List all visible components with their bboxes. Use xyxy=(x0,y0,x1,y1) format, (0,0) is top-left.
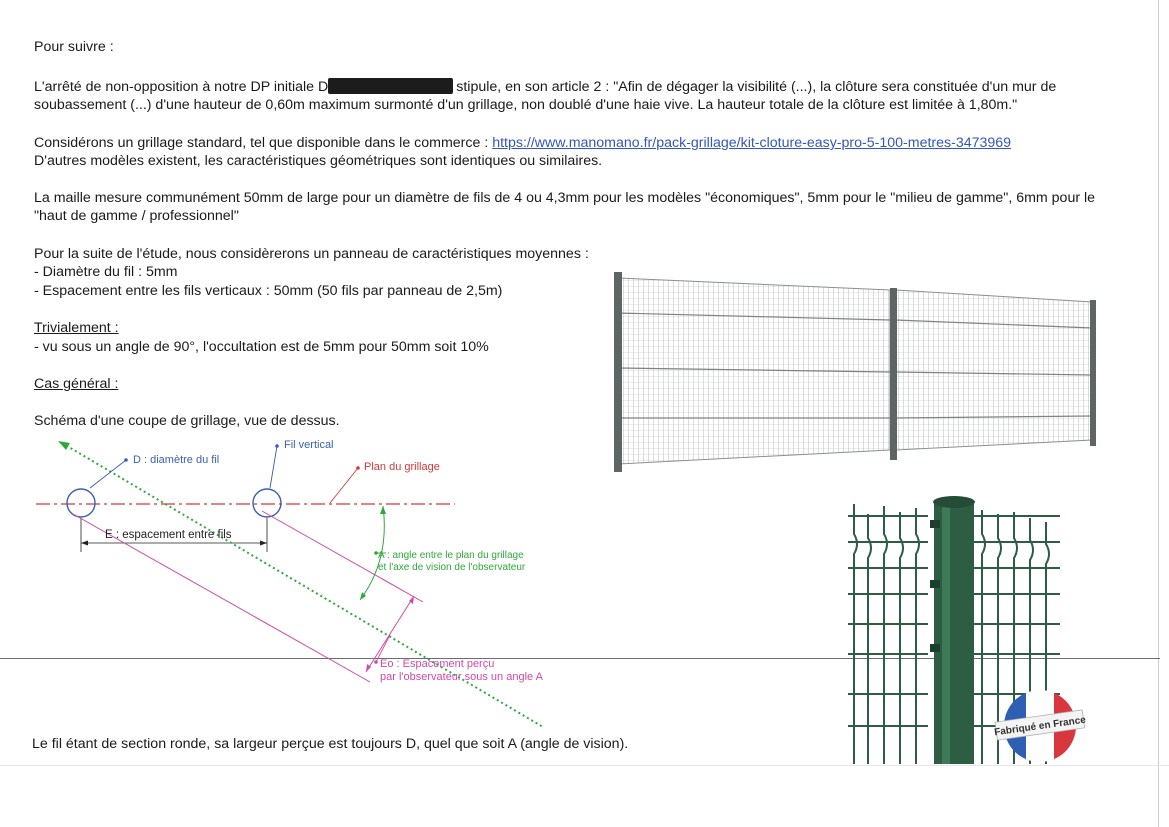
plan-leader-dot xyxy=(356,466,360,470)
document-heading: Pour suivre : xyxy=(34,39,114,55)
e-arrow-right xyxy=(260,541,267,546)
paragraph-3-line-2: "haut de gamme / professionnel" xyxy=(34,208,239,224)
label-e: E : espacement entre fils xyxy=(105,529,232,541)
sight-line xyxy=(62,443,543,727)
product-link[interactable]: https://www.manomano.fr/pack-grillage/kit-cloture-easy-pro-5-100-metres-3473969 xyxy=(492,135,1012,151)
label-plan: Plan du grillage xyxy=(364,461,440,473)
plan-leader xyxy=(330,468,358,503)
d-leader xyxy=(90,460,126,488)
paragraph-4-line-1: Pour la suite de l'étude, nous considèrerons un panneau de caractéristiques moyennes : xyxy=(34,246,589,262)
made-in-france-badge xyxy=(992,686,1088,772)
trivial-heading: Trivialement : xyxy=(34,320,119,336)
redaction-bar xyxy=(328,78,453,94)
general-heading: Cas général : xyxy=(34,376,119,392)
post-left xyxy=(614,272,622,472)
paragraph-1-line-1 xyxy=(34,78,1056,96)
wire-circle-left xyxy=(67,489,95,517)
paragraph-1-rest: stipule, en son article 2 : "Afin de dégager la visibilité (...), la clôture sera constituée d'un mur de xyxy=(456,79,1057,95)
label-a-line-2: et l'axe de vision de l'observateur xyxy=(378,562,526,573)
post-clip-2 xyxy=(930,580,940,588)
post-highlight xyxy=(942,502,950,764)
paragraph-4-line-3: - Espacement entre les fils verticaux : 50mm (50 fils par panneau de 2,5m) xyxy=(34,283,503,299)
schema-caption: Schéma d'une coupe de grillage, vue de dessus. xyxy=(34,413,340,429)
post-clip-3 xyxy=(930,644,940,652)
paragraph-3-line-1: La maille mesure communément 50mm de large pour un diamètre de fils de 4 ou 4,3mm pour les modèles "économiques", 5mm pour le "milieu de gamme", 6mm pour le xyxy=(34,190,1096,206)
label-d: D : diamètre du fil xyxy=(133,454,220,466)
e-arrow-left xyxy=(81,541,88,546)
label-fil-vertical: Fil vertical xyxy=(284,439,334,451)
paragraph-2-intro: Considérons un grillage standard, tel que disponible dans le commerce : xyxy=(34,135,493,151)
conclusion-text: Le fil étant de section ronde, sa largeur perçue est toujours D, quel que soit A (angle de vision). xyxy=(32,736,629,752)
d-leader-dot xyxy=(124,458,128,462)
post-middle xyxy=(890,288,897,460)
paragraph-2-line-1 xyxy=(34,134,1011,152)
panel-right-mesh xyxy=(896,290,1092,450)
label-eo-line-2: par l'observateur sous un angle A xyxy=(380,671,543,683)
wire-circle-right xyxy=(253,489,281,517)
fence-panel-photo xyxy=(608,268,1104,476)
paragraph-1-line-2: soubassement (...) d'une hauteur de 0,60m maximum surmonté d'un grillage, non doublé d'une haie vive. La hauteur totale de la clôture est limitée à 1,80m." xyxy=(34,97,1018,113)
sight-arrow-head xyxy=(58,441,70,450)
post-cap xyxy=(933,496,975,508)
label-a-line-1: A : angle entre le plan du grillage xyxy=(378,550,524,561)
paragraph-2-line-2: D'autres modèles existent, les caractéristiques géométriques sont identiques ou similaires. xyxy=(34,153,603,169)
angle-arrow-top xyxy=(380,506,386,514)
badge-text: Fabriqué en France xyxy=(993,714,1087,739)
post-clip-1 xyxy=(930,520,940,528)
trivial-line: - vu sous un angle de 90°, l'occultation est de 5mm pour 50mm soit 10% xyxy=(34,339,489,355)
post-body xyxy=(934,502,974,764)
paragraph-1-start: L'arrêté de non-opposition à notre DP initiale D xyxy=(34,79,329,95)
post-right xyxy=(1090,300,1096,446)
paragraph-4-line-2: - Diamètre du fil : 5mm xyxy=(34,264,178,280)
eo-leader-dot xyxy=(374,660,378,664)
fil-leader xyxy=(270,446,277,488)
wire-section-diagram xyxy=(0,430,600,740)
label-eo-line-1: Eo : Espacement perçu xyxy=(380,658,495,670)
fil-leader-dot xyxy=(275,444,279,448)
scan-edge-line xyxy=(1158,0,1159,827)
